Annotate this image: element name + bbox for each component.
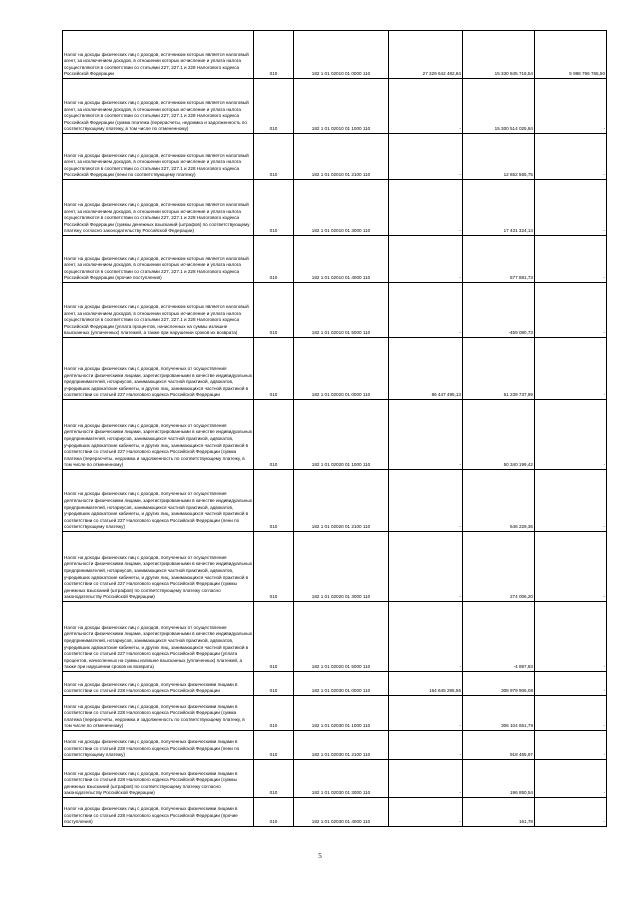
row-unexecuted: - [535,400,607,470]
table-row [63,338,607,400]
row-code: 010 [254,31,294,79]
row-executed: 274 006,20 [463,532,535,602]
row-unexecuted: - [535,798,607,827]
row-executed: 15 300 514 025,84 [463,79,535,134]
row-kbk: 182 1 01 02020 01 0000 110 [294,338,389,400]
row-name: Налог на доходы физических лиц с доходов, источником которых является налоговый агент, за исключением доходов, в отношении которых исчисление и уплата налога осуществляются в соответствии со статьями 227, 227.1 и 228 Налогового кодекса Российской Федерации (прочие поступления) [63,236,254,283]
row-approved: - [389,731,463,760]
row-name: Налог на доходы физических лиц с доходов, источником которых является налоговый агент, за исключением доходов, в отношении которых исчисление и уплата налога осуществляются в соответствии со статьями 227, 227.1 и 228 Налогового кодекса Российской Федерации (пени по соответствующему платежу) [63,134,254,180]
row-kbk: 182 1 01 02020 01 3000 110 [294,532,389,602]
row-unexecuted: - [535,283,607,338]
row-name: Налог на доходы физических лиц с доходов, полученных физическими лицами в соответствии со статьей 228 Налогового кодекса Российской Федерации (пени по соответствующему платежу) [63,731,254,760]
row-kbk: 182 1 01 02030 01 2100 110 [294,731,389,760]
row-name: Налог на доходы физических лиц с доходов, источником которых является налоговый агент, за исключением доходов, в отношении которых исчисление и уплата налога осуществляются в соответствии со статьями 227, 227.1 и 228 Налогового кодекса Российской Федерации (суммы денежных взысканий (штрафов) по соответствующему платежу согласно законодательству Российской Федерации) [63,180,254,236]
row-name: Налог на доходы физических лиц с доходов, источником которых является налоговый агент, за исключением доходов, в отношении которых исчисление и уплата налога осуществляются в соответствии со статьями 227, 227.1 и 228 Налогового кодекса Российской Федерации (сумма платежа (перерасчеты, недоимка и задолженность по соответствующему платежу, в том числе по отмененному) [63,79,254,134]
table-body [63,31,607,827]
row-unexecuted: 5 998 796 765,50 [535,31,607,79]
row-unexecuted: - [535,338,607,400]
row-kbk: 182 1 01 02010 01 4000 110 [294,236,389,283]
row-name: Налог на доходы физических лиц с доходов, полученных от осуществления деятельности физическими лицами, зарегистрированными в качестве индивидуальных предпринимателей, нотариусов, занимающихся частной практикой, адвокатов, учредивших адвокатские кабинеты, и других лиц, занимающихся частной практикой в соответствии со статьей 227 Налогового кодекса Российской Федерации (сумма платежа (перерасчеты, недоимка и задолженность по соответствующему платежу, в том числе по отмененному) [63,400,254,470]
row-kbk: 182 1 01 02010 01 1000 110 [294,79,389,134]
row-code: 010 [254,798,294,827]
row-unexecuted: - [535,532,607,602]
row-unexecuted: - [535,79,607,134]
table-row [63,470,607,532]
row-approved: - [389,602,463,672]
row-kbk: 182 1 01 02010 01 0000 110 [294,31,389,79]
row-name: Налог на доходы физических лиц с доходов, полученных физическими лицами в соответствии со статьей 228 Налогового кодекса Российской Федерации [63,672,254,696]
row-executed: 196 850,54 [463,760,535,798]
row-executed: 51 239 737,89 [463,338,535,400]
row-approved: - [389,470,463,532]
row-code: 010 [254,400,294,470]
row-unexecuted: - [535,760,607,798]
row-code: 010 [254,532,294,602]
table-row [63,672,607,696]
row-approved: 164 645 295,56 [389,672,463,696]
table-row [63,400,607,470]
table-row [63,798,607,827]
row-unexecuted: - [535,236,607,283]
row-name: Налог на доходы физических лиц с доходов, полученных физическими лицами в соответствии со статьей 228 Налогового кодекса Российской Федерации (сумма платежа (перерасчеты, недоимка и задолженность по соответствующему платежу, в том числе по отмененному) [63,696,254,731]
table-row [63,760,607,798]
row-kbk: 182 1 01 02030 01 3000 110 [294,760,389,798]
row-executed: 577 881,73 [463,236,535,283]
row-name: Налог на доходы физических лиц с доходов, полученных от осуществления деятельности физическими лицами, зарегистрированными в качестве индивидуальных предпринимателей, нотариусов, занимающихся частной практикой, адвокатов, учредивших адвокатские кабинеты, и других лиц, занимающихся частной практикой в соответствии со статьей 227 Налогового кодекса Российской Федерации (суммы денежных взысканий (штрафов) по соответствующему платежу согласно законодательству Российской Федерации) [63,532,254,602]
row-executed: 306 104 651,79 [463,696,535,731]
row-code: 010 [254,760,294,798]
row-executed: 918 465,97 [463,731,535,760]
row-kbk: 182 1 01 02010 01 3000 110 [294,180,389,236]
row-kbk: 182 1 01 02010 01 2100 110 [294,134,389,180]
row-approved: - [389,696,463,731]
table-row [63,180,607,236]
row-kbk: 182 1 01 02020 01 2100 110 [294,470,389,532]
row-name: Налог на доходы физических лиц с доходов, полученных от осуществления деятельности физическими лицами, зарегистрированными в качестве индивидуальных предпринимателей, нотариусов, занимающихся частной практикой, адвокатов, учредивших адвокатские кабинеты, и других лиц, занимающихся частной практикой в соответствии со статьей 227 Налогового кодекса Российской Федерации [63,338,254,400]
row-code: 010 [254,180,294,236]
row-approved: 27 329 642 482,84 [389,31,463,79]
table-row [63,134,607,180]
row-approved: - [389,134,463,180]
row-kbk: 182 1 01 02020 01 5000 110 [294,602,389,672]
row-executed: 161,78 [463,798,535,827]
row-kbk: 182 1 01 02030 01 0000 110 [294,672,389,696]
row-unexecuted: - [535,134,607,180]
table-row [63,696,607,731]
revenue-execution-table [62,30,607,827]
row-executed: 15 330 845 716,54 [463,31,535,79]
row-name: Налог на доходы физических лиц с доходов, полученных от осуществления деятельности физическими лицами, зарегистрированными в качестве индивидуальных предпринимателей, нотариусов, занимающихся частной практикой, адвокатов, учредивших адвокатские кабинеты, и других лиц, занимающихся частной практикой в соответствии со статьей 227 Налогового кодекса Российской Федерации (пени по соответствующему платежу) [63,470,254,532]
row-kbk: 182 1 01 02030 01 1000 110 [294,696,389,731]
row-executed: 12 652 565,75 [463,134,535,180]
report-sheet [62,30,606,827]
table-row [63,602,607,672]
row-executed: -459 080,73 [463,283,535,338]
row-unexecuted: - [535,470,607,532]
row-name: Налог на доходы физических лиц с доходов, источником которых является налоговый агент, за исключением доходов, в отношении которых исчисление и уплата налога осуществляются в соответствии со статьями 227, 227.1 и 228 Налогового кодекса Российской Федерации [63,31,254,79]
row-unexecuted: - [535,696,607,731]
row-kbk: 182 1 01 02030 01 4000 110 [294,798,389,827]
row-code: 010 [254,470,294,532]
row-approved: 86 447 495,13 [389,338,463,400]
row-code: 010 [254,134,294,180]
row-code: 010 [254,731,294,760]
row-code: 010 [254,696,294,731]
row-approved: - [389,760,463,798]
row-approved: - [389,180,463,236]
row-unexecuted: - [535,180,607,236]
row-approved: - [389,400,463,470]
row-code: 010 [254,283,294,338]
row-unexecuted: - [535,731,607,760]
row-approved: - [389,79,463,134]
row-approved: - [389,283,463,338]
row-name: Налог на доходы физических лиц с доходов, полученных от осуществления деятельности физическими лицами, зарегистрированными в качестве индивидуальных предпринимателей, нотариусов, занимающихся частной практикой, адвокатов, учредивших адвокатские кабинеты, и других лиц, занимающихся частной практикой в соответствии со статьей 227 Налогового кодекса Российской Федерации (уплата процентов, начисленных на суммы излишне взысканных (уплаченных) платежей, а также при нарушении сроков их возврата) [63,602,254,672]
row-executed: 17 431 324,14 [463,180,535,236]
row-name: Налог на доходы физических лиц с доходов, полученных физическими лицами в соответствии со статьей 228 Налогового кодекса Российской Федерации (прочие поступления) [63,798,254,827]
row-unexecuted: - [535,602,607,672]
row-code: 010 [254,236,294,283]
row-executed: 50 340 199,42 [463,400,535,470]
table-row [63,283,607,338]
row-name: Налог на доходы физических лиц с доходов, полученных физическими лицами в соответствии со статьей 228 Налогового кодекса Российской Федерации (суммы денежных взысканий (штрафов) по соответствующему платежу согласно законодательству Российской Федерации) [63,760,254,798]
table-row [63,236,607,283]
row-code: 010 [254,672,294,696]
row-executed: -4 897,83 [463,602,535,672]
row-approved: - [389,798,463,827]
table-row [63,31,607,79]
row-approved: - [389,236,463,283]
table-row [63,79,607,134]
row-kbk: 182 1 01 02020 01 1000 110 [294,400,389,470]
row-code: 010 [254,79,294,134]
row-approved: - [389,532,463,602]
table-row [63,731,607,760]
row-unexecuted: - [535,672,607,696]
row-executed: 308 979 906,08 [463,672,535,696]
row-kbk: 182 1 01 02010 01 5000 110 [294,283,389,338]
row-name: Налог на доходы физических лиц с доходов, источником которых является налоговый агент, за исключением доходов, в отношении которых исчисление и уплата налога осуществляются в соответствии со статьями 227, 227.1 и 228 Налогового кодекса Российской Федерации (уплата процентов, начисленных на суммы излишне взысканных (уплаченных) платежей, а также при нарушении сроков их возврата) [63,283,254,338]
row-code: 010 [254,338,294,400]
table-row [63,532,607,602]
row-code: 010 [254,602,294,672]
page-number: 5 [318,852,322,860]
row-executed: 646 229,36 [463,470,535,532]
